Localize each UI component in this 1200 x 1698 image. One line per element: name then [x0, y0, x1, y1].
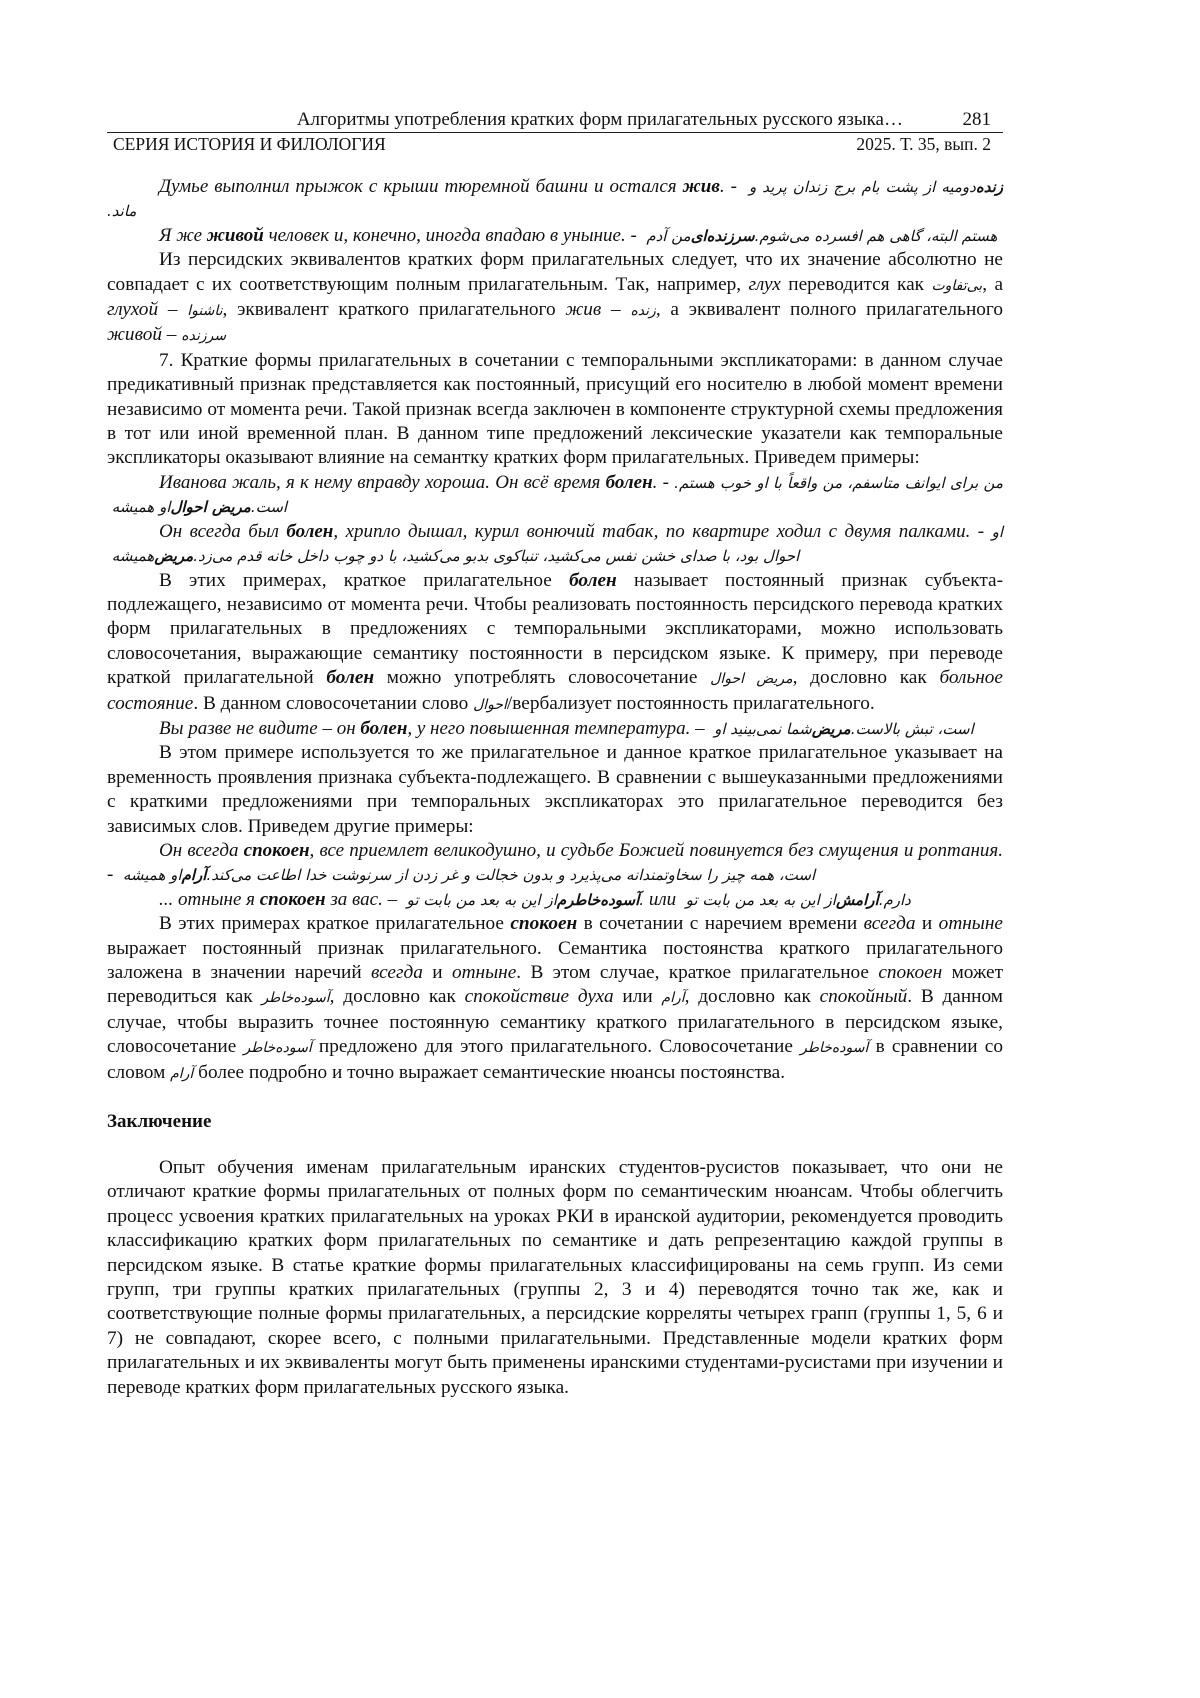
example-sentence: [107, 175, 1003, 224]
text: . В данном словосочетании слово: [193, 692, 474, 714]
emphasis-text: спокоен: [510, 913, 578, 935]
emphasis-text: болен: [360, 717, 408, 739]
emphasis-text: болен: [326, 667, 375, 689]
text: , дословно как: [329, 986, 465, 1008]
emphasis-text: спокойный: [819, 986, 908, 1008]
persian-text: زنده: [630, 303, 656, 320]
article-body: [107, 175, 1003, 1400]
persian-text: ناشنوا: [187, 303, 223, 320]
emphasis-text: жив –: [565, 299, 631, 321]
text: 7. Краткие формы прилагательных в сочетании с темпоральными экспликаторами: в данном случае предикативный признак представляется как постоянный, присущий его носителю в любой момент времени независимо от момента речи. Такой признак всегда заключен в компоненте структурной схемы предложения в тот или иной временной план. В данном типе предложений лексические указатели как темпоральные экспликаторы оказывают влияние на семантку кратких форм прилагательных. Приведем примеры:: [107, 349, 1003, 469]
text: В этом примере используется то же прилагательное и данное краткое прилагательное указывает на временность проявления признака субъекта-подлежащего. В сравнении с вышеуказанными предложениями с краткими предложениями при темпоральных экспликаторах это прилагательное переводится без зависимых слов. Приведем другие примеры:: [107, 742, 1003, 837]
text: можно употреблять словосочетание: [374, 667, 711, 689]
emphasis-text: , хрипло дышал, курил вонючий табак, по квартире ходил с двумя палками. -: [333, 520, 992, 542]
journal-volume: 2025. Т. 35, вып. 2: [856, 134, 991, 154]
text: переводится как: [780, 273, 932, 295]
example-sentence: [107, 888, 1003, 912]
text: предложено для этого прилагательного. Словосочетание: [311, 1036, 801, 1058]
text: , эквивалент краткого прилагательного: [222, 299, 566, 321]
persian-text: او همیشه: [118, 866, 182, 885]
emphasis-text: ... отныне я: [159, 888, 260, 910]
paragraph: [107, 912, 1003, 1086]
example-sentence: [107, 717, 1003, 741]
emphasis-text: болен: [605, 471, 653, 493]
text: Опыт обучения именам прилагательным иранских студентов-русистов показывает, что они не отличают краткие формы прилагательных от полных форм по семантическим нюансам. Чтобы облегчить процесс усвоения кратких прилагательных на уроках РКИ в иранской аудитории, рекомендуется проводить классификацию кратких форм прилагательных по семантике и дать репрезентацию каждой группы в персидском языке. В статье краткие формы прилагательных классифицированы на семь групп. Из семи групп, три группы кратких прилагательных (группы 2, 3 и 4) переводятся точно так же, как и соответствующие полные формы прилагательных, а персидские корреляты четырех грапп (группы 1, 5, 6 и 7) не совпадают, скорее всего, с полными прилагательными. Представленные модели кратких форм прилагательных и их эквиваленты могут быть применены иранскими студентами-русистами при изучении и переводе кратких форм прилагательных русского языка.: [107, 1157, 1003, 1398]
emphasis-text: всегда: [863, 913, 916, 935]
persian-text: آسوده‌خاطر: [800, 1040, 869, 1057]
persian-text: است، همه چیز را سخاوتمندانه می‌پذیرد و بدون خجالت و غر زدن از سرنوشت خدا اطاعت می‌کند.: [206, 866, 820, 885]
persian-text: آرام: [181, 866, 207, 885]
persian-text: آسوده‌خاطر: [243, 1040, 312, 1057]
emphasis-text: болен: [286, 520, 334, 542]
persian-text: آرام: [170, 1065, 194, 1082]
emphasis-text: Вы разве не видите – он: [159, 717, 361, 739]
persian-text: او همیشه: [107, 522, 1003, 566]
example-sentence: [107, 471, 1003, 520]
text: /вербализует постоянность прилагательного.: [506, 692, 875, 714]
emphasis-text: Иванова жаль, я к нему вправду хороша. Он всё время: [159, 471, 606, 493]
text: В этих примерах, краткое прилагательное: [159, 569, 570, 591]
persian-text: مریض احوال: [170, 498, 251, 517]
persian-text: دارم.: [878, 890, 916, 909]
persian-text: من برای ایوانف متاسفم، من واقعاً با او خوب هستم. او همیشه: [107, 473, 1004, 517]
emphasis-text: больное состояние: [107, 667, 1003, 714]
persian-text: سرزنده‌ای: [690, 226, 755, 245]
persian-text: است.: [250, 498, 292, 517]
example-sentence: [107, 520, 1003, 569]
persian-text: سرزنده: [181, 328, 227, 345]
emphasis-text: или: [644, 888, 681, 910]
emphasis-text: человек и, конечно, иногда впадаю в уныние. -: [263, 224, 642, 246]
text: может переводиться как: [107, 962, 1004, 1008]
emphasis-text: жив: [682, 176, 720, 197]
persian-text: مریض: [811, 719, 851, 738]
paragraph: [107, 741, 1003, 839]
example-sentence: [107, 224, 1003, 248]
emphasis-text: . -: [719, 176, 743, 197]
persian-text: مریض احوال: [710, 671, 793, 688]
emphasis-text: Он всегда был: [159, 520, 287, 542]
text: и: [422, 962, 452, 983]
section-heading: Заключение: [107, 1111, 212, 1133]
persian-text: است، تبش بالاست.: [850, 719, 979, 738]
persian-text: مریض: [154, 547, 194, 566]
persian-text: زنده: [975, 178, 1004, 196]
text: , дословно как: [684, 986, 820, 1008]
emphasis-text: за вас. –: [325, 888, 402, 910]
persian-text: دومیه از پشت بام برج زندان پرید و: [742, 178, 976, 196]
persian-text: هستم البته، گاهی هم افسرده می‌شوم.: [754, 226, 1003, 245]
paragraph: [107, 248, 1003, 349]
persian-text: آسوده‌خاطرم: [556, 890, 640, 909]
persian-text: من آدم: [641, 226, 691, 245]
emphasis-text: спокоен: [878, 962, 943, 983]
emphasis-text: , у него повышенная температура. –: [407, 717, 710, 739]
persian-text: احوال بود، با صدای خشن نفس می‌کشید، تنباکوی بدبو می‌کشید، با دو چوب داخل خانه قدم می‌زد.: [193, 547, 805, 566]
text: , дословно как: [792, 667, 940, 689]
page-number: 281: [962, 109, 991, 130]
emphasis-text: Думье выполнил прыжок с крыши тюремной башни и остался: [159, 176, 683, 197]
emphasis-text: Я же: [159, 224, 207, 246]
emphasis-text: . -: [652, 471, 675, 493]
text: называет постоянный признак субъекта-подлежащего, независимо от момента речи. Чтобы реализовать постоянность персидского перевода кратких форм прилагательных в предложениях с темпоральными экспликаторами, можно использовать словосочетания, выражающие семантику постоянности в персидском языке. К примеру, при переводе краткой прилагательной: [107, 569, 1004, 689]
persian-text: آرام: [661, 990, 685, 1007]
example-sentence: [107, 839, 1003, 888]
emphasis-text: болен: [569, 569, 617, 591]
persian-text: .: [639, 890, 645, 909]
persian-text: از این به بعد من بابت تو: [680, 890, 836, 909]
journal-series: СЕРИЯ ИСТОРИЯ И ФИЛОЛОГИЯ: [113, 134, 386, 154]
persian-text: آسوده‌خاطر: [261, 990, 330, 1007]
text: , а: [982, 273, 1003, 295]
text: выражает постоянный признак прилагательного. Семантика постоянства краткого прилагательного заложена в значении наречий: [107, 937, 1003, 983]
paragraph: [107, 1156, 1003, 1400]
persian-text: ماند.: [107, 202, 137, 221]
text: В этих примерах краткое прилагательное: [159, 913, 511, 935]
text: в сравнении со словом: [107, 1036, 1003, 1083]
persian-text: بی‌تفاوت: [931, 277, 983, 294]
text: , а эквивалент полного прилагательного: [655, 299, 1003, 321]
text: более подробно и точно выражает семантические нюансы постоянства.: [193, 1061, 786, 1083]
emphasis-text: отныне: [451, 962, 517, 983]
text: Из персидских эквивалентов кратких форм прилагательных следует, что их значение абсолютно не совпадает с их соответствующим полным прилагательным. Так, например,: [107, 249, 1003, 295]
persian-text: احوال: [473, 696, 507, 713]
running-header: [107, 110, 1003, 133]
text: и: [915, 913, 939, 935]
paragraph: [107, 349, 1003, 471]
emphasis-text: спокоен: [243, 839, 310, 861]
text: . В данном случае, чтобы выразить точнее постоянную семантику краткого прилагательного в персидском языке, словосочетание: [107, 986, 1003, 1058]
text: или: [613, 986, 662, 1008]
persian-text: شما نمی‌بینید او: [709, 719, 812, 738]
text: . В этом случае, краткое прилагательное: [516, 962, 879, 983]
emphasis-text: , все приемлет великодушно, и судьбе Божией повинуется без смущения и роптания. -: [107, 839, 1003, 886]
running-title: Алгоритмы употребления кратких форм прилагательных русского языка…: [296, 109, 903, 130]
persian-text: آرامش: [835, 890, 879, 909]
emphasis-text: глухой –: [107, 299, 188, 321]
paragraph: [107, 569, 1003, 717]
emphasis-text: Он всегда: [159, 839, 244, 861]
persian-text: از این به بعد من بابت تو: [401, 890, 557, 909]
emphasis-text: спокоен: [259, 888, 326, 910]
emphasis-text: живой –: [107, 324, 182, 346]
emphasis-text: отныне: [938, 913, 1003, 935]
text: в сочетании с наречием времени: [577, 913, 864, 935]
emphasis-text: спокойствие духа: [464, 986, 614, 1008]
emphasis-text: всегда: [371, 962, 423, 983]
emphasis-text: глух: [748, 273, 781, 295]
emphasis-text: живой: [206, 224, 264, 246]
